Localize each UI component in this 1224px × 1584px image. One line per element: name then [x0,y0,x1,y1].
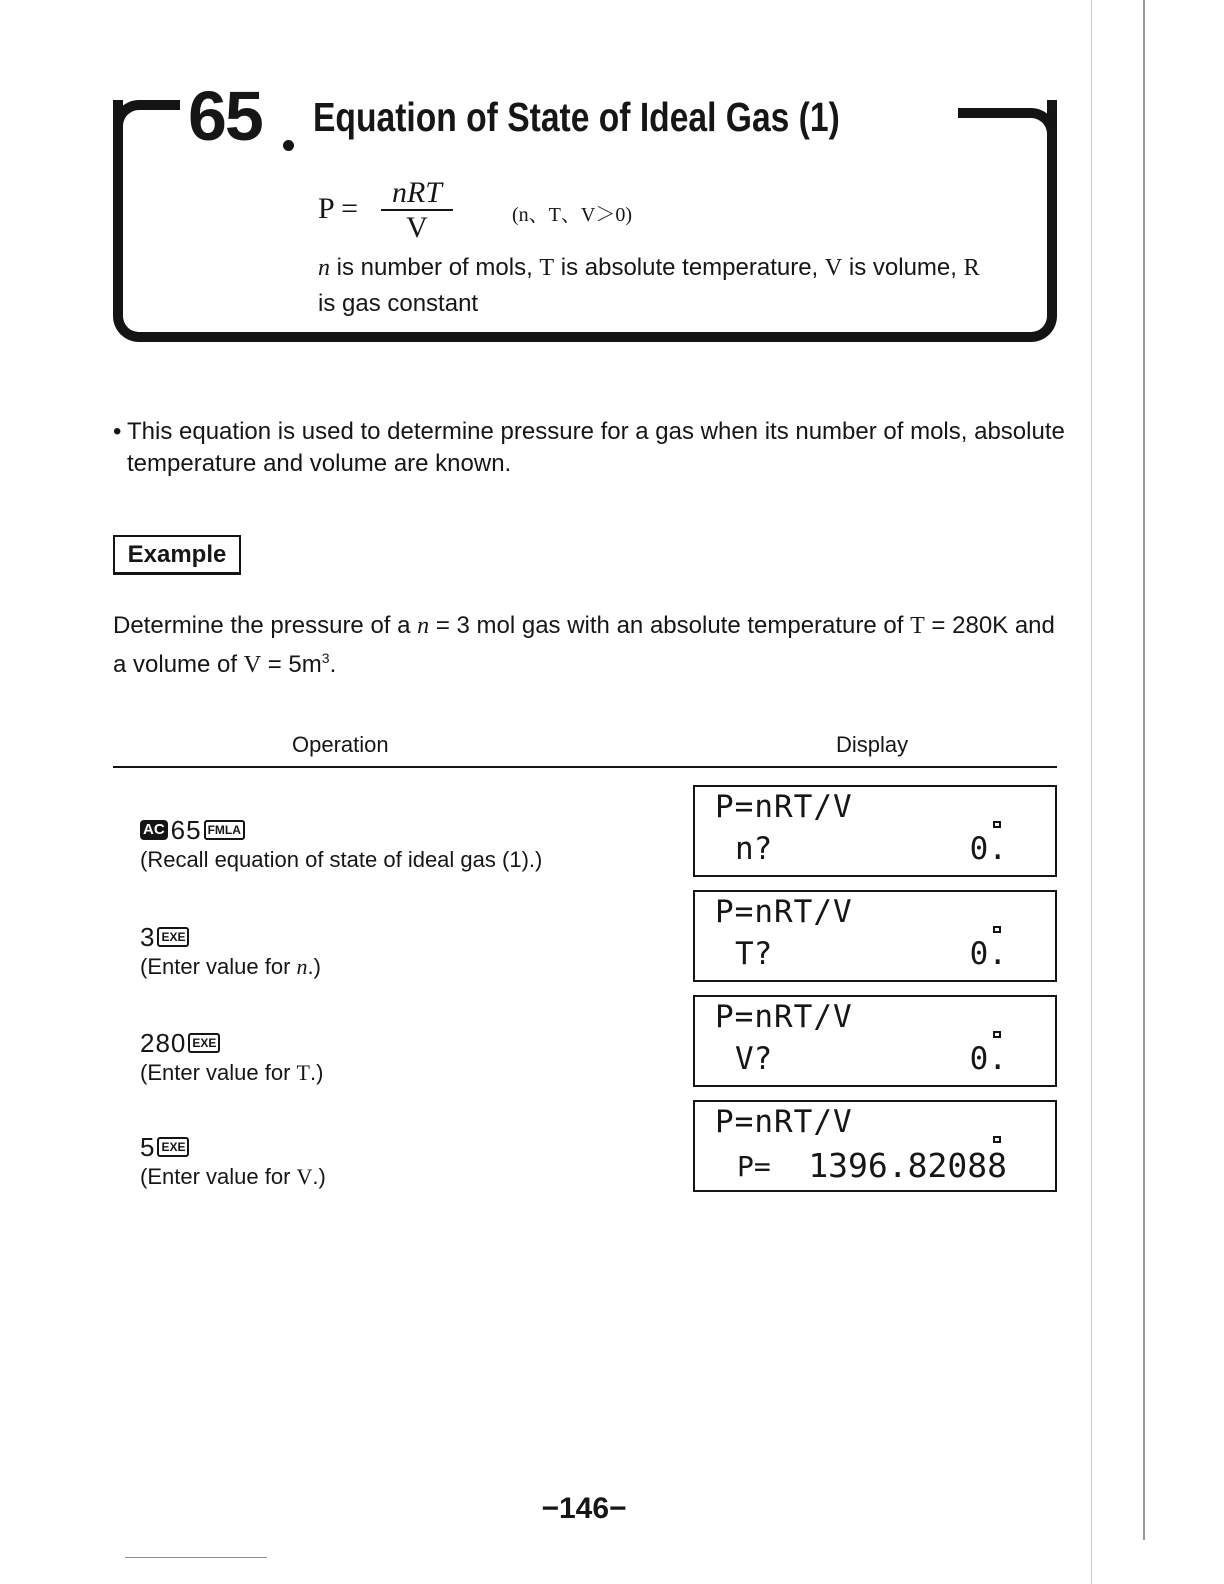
display-4-indicator [993,1136,1001,1143]
step-3-desc-var: T [296,1060,310,1085]
fmla-key[interactable]: FMLA [204,820,245,840]
title-frame-tick-left [150,100,180,110]
display-3-prompt: V? [735,1041,773,1077]
display-1-prompt: n? [735,831,773,867]
step-4-description [140,1162,326,1192]
problem-text-2: = 3 mol gas with an absolute temperature of [429,612,911,639]
display-1-value: 0. [969,831,1007,867]
bullet-text: This equation is used to determine pressure for a gas when its number of mols, absolute temperature and volume are known. [127,418,1065,477]
display-screen-3 [693,995,1057,1087]
display-header: Display [836,732,909,757]
exe-key[interactable]: EXE [157,927,189,947]
formula-denominator: V [406,211,428,244]
description-paragraph [113,416,1073,480]
step-1-input: 65 [170,815,202,845]
step-2-desc-var: n [296,954,308,979]
display-3-value: 0. [969,1041,1007,1077]
display-4-line1: P=nRT/V [715,1104,853,1140]
problem-text-4: = 5m [261,651,322,678]
def-text-1: is number of mols, [330,254,540,281]
step-2-description [140,952,321,982]
section-number: 65 [188,77,262,155]
operation-step-1 [140,815,542,875]
step-4-desc-var: V [296,1164,313,1189]
step-3-desc-post: .) [309,1060,324,1085]
display-4-result: 1396.82088 [808,1146,1007,1185]
def-V: V [824,255,843,281]
problem-text-1: Determine the pressure of a [113,612,418,639]
step-2-desc-pre: (Enter value for [140,954,297,979]
def-T: T [539,255,555,281]
bullet-mark: • [113,418,122,445]
scan-footer-line [125,1557,267,1558]
formula-definition [318,250,998,321]
step-3-description [140,1058,323,1088]
step-3-input: 280 [140,1028,187,1058]
def-text-4: is gas constant [318,290,479,317]
operation-step-2 [140,922,321,982]
example-label: Example [113,535,241,575]
display-screen-2 [693,890,1057,982]
def-n: n [318,255,330,281]
title-frame-tick-right [958,108,1022,118]
step-4-desc-post: .) [312,1164,326,1189]
display-1-indicator [993,821,1001,828]
problem-T: T [910,613,925,639]
section-number-dot [283,140,294,151]
page-edge [1143,0,1145,1540]
operation-step-3 [140,1028,323,1088]
exe-key[interactable]: EXE [188,1033,220,1053]
ac-key[interactable]: AC [140,820,168,840]
step-2-input: 3 [140,922,156,952]
step-3-desc-pre: (Enter value for [140,1060,297,1085]
display-2-indicator [993,926,1001,933]
formula-fraction [381,178,453,243]
display-3-line1: P=nRT/V [715,999,853,1035]
example-problem [113,610,1063,681]
def-R: R [963,255,980,281]
page-edge-shadow [1091,0,1092,1584]
exe-key[interactable]: EXE [157,1137,189,1157]
display-1-line1: P=nRT/V [715,789,853,825]
step-4-desc-pre: (Enter value for [140,1164,297,1189]
step-4-input: 5 [140,1132,156,1162]
def-text-2: is absolute temperature, [554,254,825,281]
formula-lhs: P = [318,192,358,225]
problem-n: n [417,613,430,639]
display-screen-1 [693,785,1057,877]
display-2-line1: P=nRT/V [715,894,853,930]
problem-text-3: = 280K and a volume of [113,612,1055,678]
problem-sup: 3 [321,650,330,666]
page-number: −146− [541,1492,627,1525]
problem-V: V [243,652,262,678]
operation-step-4 [140,1132,326,1192]
formula-numerator: nRT [391,176,442,209]
display-4-prompt: P= [737,1150,771,1183]
step-2-desc-post: .) [307,954,321,979]
display-2-prompt: T? [735,936,773,972]
problem-text-5: . [329,651,337,678]
formula-condition: (n、T、V＞0) [512,204,632,226]
table-header-rule [113,766,1057,768]
display-3-indicator [993,1031,1001,1038]
display-2-value: 0. [969,936,1007,972]
def-text-3: is volume, [842,254,964,281]
display-screen-4 [693,1100,1057,1192]
operation-header: Operation [292,732,389,757]
step-1-description: (Recall equation of state of ideal gas (1).) [140,847,543,872]
section-title: Equation of State of Ideal Gas (1) [313,94,840,140]
